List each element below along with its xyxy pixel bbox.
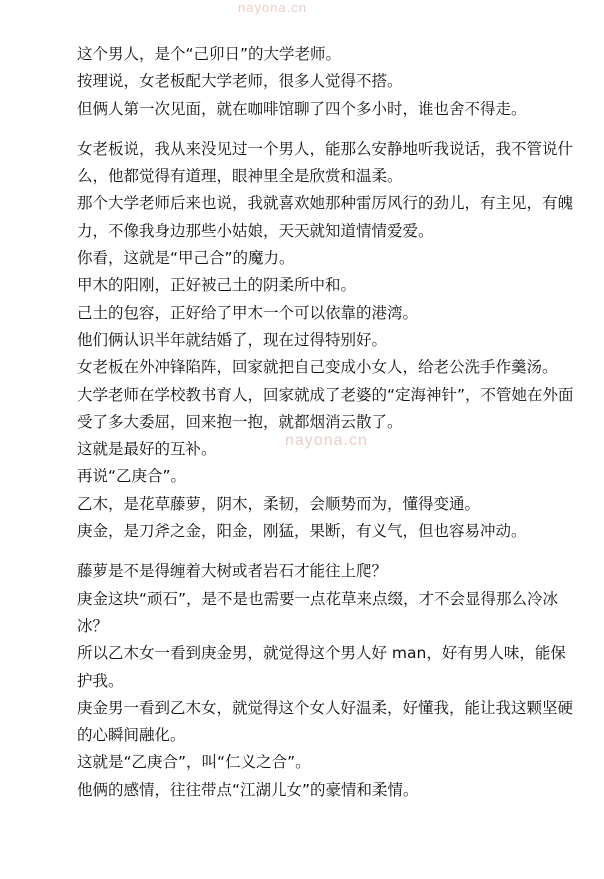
paragraph: 大学老师在学校教书育人，回家就成了老婆的“定海神针”，不管她在外面受了多大委屈，回来抱一抱，就都烟消云散了。: [77, 385, 574, 431]
paragraph: 这就是“乙庚合”，叫“仁义之合”。: [77, 753, 311, 772]
paragraph: 按理说，女老板配大学老师，很多人觉得不搭。: [77, 72, 403, 91]
paragraph: 庚金男一看到乙木女，就觉得这个女人好温柔，好懂我，能让我这颗坚硬的心瞬间融化。: [77, 698, 574, 745]
paragraph: 这就是最好的互补。: [77, 440, 217, 459]
paragraph: 再说“乙庚合”。: [77, 467, 187, 486]
paragraph: 女老板说，我从来没见过一个男人，能那么安静地听我说话，我不管说什么，他都觉得有道理，眼神里全是欣赏和温柔。: [77, 139, 574, 186]
paragraph: 女老板在外冲锋陷阵，回家就把自己变成小女人，给老公洗手作羹汤。: [77, 358, 558, 377]
paragraph: 庚金，是刀斧之金，阳金，刚猛，果断，有义气，但也容易冲动。: [77, 522, 527, 541]
paragraph: 甲木的阳刚，正好被己土的阴柔所中和。: [77, 276, 357, 295]
paragraph: 他们俩认识半年就结婚了，现在过得特别好。: [77, 330, 388, 349]
paragraph: 所以乙木女一看到庚金男，就觉得这个男人好 man，好有男人味，能保护我。: [77, 644, 566, 690]
paragraph-gap: [77, 123, 577, 136]
paragraph: 你看，这就是“甲己合”的魔力。: [77, 249, 295, 268]
watermark-top: nayona.cn: [238, 0, 307, 15]
paragraph-gap: [77, 545, 577, 558]
paragraph: 那个大学老师后来也说，我就喜欢她那种雷厉风行的劲儿，有主见，有魄力，不像我身边那些小姑娘，天天就知道情情爱爱。: [77, 194, 574, 240]
paragraph: 己土的包容，正好给了甲木一个可以依靠的港湾。: [77, 303, 419, 322]
paragraph: 乙木，是花草藤萝，阴木，柔韧，会顺势而为，懂得变通。: [77, 494, 481, 513]
watermark-middle: nayona.cn: [285, 432, 368, 449]
paragraph: 藤萝是不是得缠着大树或者岩石才能往上爬？: [77, 562, 388, 581]
article-body: [77, 41, 577, 804]
paragraph: 他俩的感情，往往带点“江湖儿女”的豪情和柔情。: [77, 780, 419, 799]
paragraph: 但俩人第一次见面，就在咖啡馆聊了四个多小时，谁也舍不得走。: [77, 99, 527, 118]
paragraph: 这个男人，是个“己卯日”的大学老师。: [77, 45, 342, 63]
paragraph: 庚金这块“顽石”，是不是也需要一点花草来点缀，才不会显得那么冷冰冰？: [77, 589, 559, 635]
